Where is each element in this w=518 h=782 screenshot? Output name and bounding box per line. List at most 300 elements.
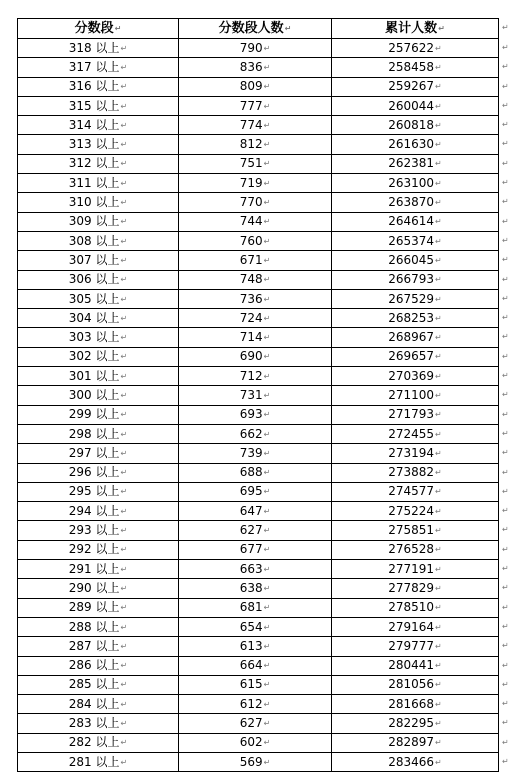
score-range-cell: 296 以上↵ bbox=[18, 463, 179, 482]
score-range-cell: 299 以上↵ bbox=[18, 405, 179, 424]
row-end-mark: ↵ bbox=[502, 582, 509, 592]
row-end-mark: ↵ bbox=[502, 293, 509, 303]
score-range-cell: 295 以上↵ bbox=[18, 482, 179, 501]
cell-end-mark: ↵ bbox=[435, 390, 442, 400]
cell-end-mark: ↵ bbox=[120, 62, 128, 72]
row-end-mark: ↵ bbox=[502, 409, 509, 419]
score-range-cell: 305 以上↵ bbox=[18, 289, 179, 308]
score-range-cell: 281 以上↵ bbox=[18, 752, 179, 771]
table-row bbox=[18, 463, 499, 482]
table-row bbox=[18, 154, 499, 173]
cell-end-mark: ↵ bbox=[435, 641, 442, 651]
score-range-cell: 316 以上↵ bbox=[18, 77, 179, 96]
cell-end-mark: ↵ bbox=[263, 661, 271, 671]
cell-end-mark: ↵ bbox=[120, 448, 128, 458]
cumulative-cell: 263100↵ bbox=[332, 174, 499, 193]
table-row bbox=[18, 193, 499, 212]
count-cell: 714↵ bbox=[179, 328, 332, 347]
score-range-cell: 294 以上↵ bbox=[18, 502, 179, 521]
cell-end-mark: ↵ bbox=[435, 101, 442, 111]
table-row bbox=[18, 733, 499, 752]
table-row bbox=[18, 135, 499, 154]
table-row bbox=[18, 231, 499, 250]
cumulative-cell: 269657↵ bbox=[332, 347, 499, 366]
table-row bbox=[18, 424, 499, 443]
cell-end-mark: ↵ bbox=[263, 255, 271, 265]
cell-end-mark: ↵ bbox=[435, 603, 442, 613]
row-end-mark: ↵ bbox=[502, 23, 509, 32]
cell-end-mark: ↵ bbox=[435, 275, 442, 285]
cumulative-cell: 260818↵ bbox=[332, 116, 499, 135]
count-cell: 647↵ bbox=[179, 502, 332, 521]
cell-end-mark: ↵ bbox=[435, 198, 442, 208]
count-cell: 664↵ bbox=[179, 656, 332, 675]
cell-end-mark: ↵ bbox=[120, 545, 128, 555]
cell-end-mark: ↵ bbox=[263, 410, 271, 420]
cell-end-mark: ↵ bbox=[435, 178, 442, 188]
cell-end-mark: ↵ bbox=[120, 699, 128, 709]
table-row bbox=[18, 656, 499, 675]
cell-end-mark: ↵ bbox=[263, 236, 271, 246]
table-row bbox=[18, 579, 499, 598]
cumulative-cell: 272455↵ bbox=[332, 424, 499, 443]
count-cell: 671↵ bbox=[179, 251, 332, 270]
count-cell: 627↵ bbox=[179, 521, 332, 540]
row-end-mark: ↵ bbox=[502, 756, 509, 766]
count-cell: 695↵ bbox=[179, 482, 332, 501]
count-cell: 615↵ bbox=[179, 675, 332, 694]
cell-end-mark: ↵ bbox=[284, 24, 292, 33]
score-range-cell: 282 以上↵ bbox=[18, 733, 179, 752]
score-range-cell: 297 以上↵ bbox=[18, 444, 179, 463]
cell-end-mark: ↵ bbox=[120, 352, 128, 362]
score-range-cell: 312 以上↵ bbox=[18, 154, 179, 173]
cell-end-mark: ↵ bbox=[435, 429, 442, 439]
cumulative-cell: 273194↵ bbox=[332, 444, 499, 463]
cell-end-mark: ↵ bbox=[263, 140, 271, 150]
table-row bbox=[18, 540, 499, 559]
cumulative-cell: 278510↵ bbox=[332, 598, 499, 617]
cell-end-mark: ↵ bbox=[263, 43, 271, 53]
cell-end-mark: ↵ bbox=[263, 699, 271, 709]
cell-end-mark: ↵ bbox=[263, 159, 271, 169]
row-end-mark: ↵ bbox=[502, 312, 509, 322]
cell-end-mark: ↵ bbox=[435, 448, 442, 458]
cell-end-mark: ↵ bbox=[263, 468, 271, 478]
cell-end-mark: ↵ bbox=[435, 699, 442, 709]
score-range-cell: 317 以上↵ bbox=[18, 58, 179, 77]
count-cell: 693↵ bbox=[179, 405, 332, 424]
cumulative-cell: 266793↵ bbox=[332, 270, 499, 289]
cumulative-cell: 260044↵ bbox=[332, 96, 499, 115]
cell-end-mark: ↵ bbox=[120, 178, 128, 188]
row-end-mark: ↵ bbox=[502, 544, 509, 554]
header-count: 分数段人数↵ bbox=[179, 19, 332, 39]
row-end-mark: ↵ bbox=[502, 505, 509, 515]
score-range-cell: 306 以上↵ bbox=[18, 270, 179, 289]
cumulative-cell: 268967↵ bbox=[332, 328, 499, 347]
cell-end-mark: ↵ bbox=[263, 390, 271, 400]
count-cell: 836↵ bbox=[179, 58, 332, 77]
cell-end-mark: ↵ bbox=[435, 506, 442, 516]
row-end-mark: ↵ bbox=[502, 216, 509, 226]
row-end-mark: ↵ bbox=[502, 331, 509, 341]
count-cell: 690↵ bbox=[179, 347, 332, 366]
cell-end-mark: ↵ bbox=[263, 313, 271, 323]
cell-end-mark: ↵ bbox=[263, 62, 271, 72]
cell-end-mark: ↵ bbox=[435, 294, 442, 304]
table-row bbox=[18, 386, 499, 405]
table-row bbox=[18, 328, 499, 347]
cumulative-cell: 257622↵ bbox=[332, 39, 499, 58]
cumulative-cell: 280441↵ bbox=[332, 656, 499, 675]
table-row bbox=[18, 96, 499, 115]
cell-end-mark: ↵ bbox=[435, 159, 442, 169]
row-end-mark: ↵ bbox=[502, 177, 509, 187]
count-cell: 809↵ bbox=[179, 77, 332, 96]
table-row bbox=[18, 482, 499, 501]
score-range-cell: 287 以上↵ bbox=[18, 637, 179, 656]
cumulative-cell: 277829↵ bbox=[332, 579, 499, 598]
cumulative-cell: 276528↵ bbox=[332, 540, 499, 559]
cell-end-mark: ↵ bbox=[120, 236, 128, 246]
cell-end-mark: ↵ bbox=[120, 198, 128, 208]
cell-end-mark: ↵ bbox=[435, 82, 442, 92]
count-cell: 774↵ bbox=[179, 116, 332, 135]
table-row bbox=[18, 174, 499, 193]
cell-end-mark: ↵ bbox=[263, 120, 271, 130]
cell-end-mark: ↵ bbox=[263, 217, 271, 227]
row-end-mark: ↵ bbox=[502, 428, 509, 438]
row-end-mark: ↵ bbox=[502, 138, 509, 148]
cumulative-cell: 265374↵ bbox=[332, 231, 499, 250]
score-range-cell: 283 以上↵ bbox=[18, 714, 179, 733]
cell-end-mark: ↵ bbox=[263, 178, 271, 188]
score-range-cell: 290 以上↵ bbox=[18, 579, 179, 598]
row-end-mark: ↵ bbox=[502, 621, 509, 631]
cell-end-mark: ↵ bbox=[263, 487, 271, 497]
table-row bbox=[18, 77, 499, 96]
cell-end-mark: ↵ bbox=[435, 333, 442, 343]
cell-end-mark: ↵ bbox=[120, 371, 128, 381]
count-cell: 688↵ bbox=[179, 463, 332, 482]
cumulative-cell: 271100↵ bbox=[332, 386, 499, 405]
count-cell: 724↵ bbox=[179, 309, 332, 328]
row-end-mark: ↵ bbox=[502, 640, 509, 650]
count-cell: 739↵ bbox=[179, 444, 332, 463]
cell-end-mark: ↵ bbox=[263, 371, 271, 381]
score-range-cell: 291 以上↵ bbox=[18, 560, 179, 579]
cell-end-mark: ↵ bbox=[435, 62, 442, 72]
cell-end-mark: ↵ bbox=[435, 371, 442, 381]
cell-end-mark: ↵ bbox=[435, 236, 442, 246]
score-table-container bbox=[17, 18, 509, 772]
row-end-mark: ↵ bbox=[502, 61, 509, 71]
cumulative-cell: 274577↵ bbox=[332, 482, 499, 501]
score-range-cell: 289 以上↵ bbox=[18, 598, 179, 617]
cell-end-mark: ↵ bbox=[263, 583, 271, 593]
table-row bbox=[18, 367, 499, 386]
row-end-mark: ↵ bbox=[502, 737, 509, 747]
cell-end-mark: ↵ bbox=[435, 410, 442, 420]
cell-end-mark: ↵ bbox=[435, 526, 442, 536]
cell-end-mark: ↵ bbox=[435, 661, 442, 671]
cumulative-cell: 263870↵ bbox=[332, 193, 499, 212]
row-end-mark: ↵ bbox=[502, 389, 509, 399]
row-end-mark: ↵ bbox=[502, 447, 509, 457]
row-end-mark: ↵ bbox=[502, 158, 509, 168]
table-row bbox=[18, 695, 499, 714]
table-row bbox=[18, 637, 499, 656]
cell-end-mark: ↵ bbox=[263, 526, 271, 536]
cumulative-cell: 266045↵ bbox=[332, 251, 499, 270]
table-row bbox=[18, 521, 499, 540]
count-cell: 712↵ bbox=[179, 367, 332, 386]
table-body bbox=[18, 39, 499, 772]
row-end-mark: ↵ bbox=[502, 698, 509, 708]
cell-end-mark: ↵ bbox=[120, 313, 128, 323]
score-range-cell: 300 以上↵ bbox=[18, 386, 179, 405]
cell-end-mark: ↵ bbox=[120, 583, 128, 593]
cell-end-mark: ↵ bbox=[120, 217, 128, 227]
count-cell: 760↵ bbox=[179, 231, 332, 250]
cell-end-mark: ↵ bbox=[435, 757, 442, 767]
cell-end-mark: ↵ bbox=[120, 603, 128, 613]
count-cell: 731↵ bbox=[179, 386, 332, 405]
count-cell: 751↵ bbox=[179, 154, 332, 173]
count-cell: 744↵ bbox=[179, 212, 332, 231]
table-row bbox=[18, 502, 499, 521]
cumulative-cell: 275224↵ bbox=[332, 502, 499, 521]
cell-end-mark: ↵ bbox=[120, 275, 128, 285]
cell-end-mark: ↵ bbox=[120, 120, 128, 130]
cumulative-cell: 261630↵ bbox=[332, 135, 499, 154]
header-cumulative: 累计人数↵ bbox=[332, 19, 499, 39]
row-end-mark: ↵ bbox=[502, 42, 509, 52]
cell-end-mark: ↵ bbox=[435, 140, 442, 150]
row-end-mark: ↵ bbox=[502, 602, 509, 612]
cell-end-mark: ↵ bbox=[120, 159, 128, 169]
cell-end-mark: ↵ bbox=[435, 622, 442, 632]
score-range-cell: 308 以上↵ bbox=[18, 231, 179, 250]
table-row bbox=[18, 309, 499, 328]
cell-end-mark: ↵ bbox=[263, 622, 271, 632]
cell-end-mark: ↵ bbox=[263, 719, 271, 729]
cell-end-mark: ↵ bbox=[435, 545, 442, 555]
cumulative-cell: 273882↵ bbox=[332, 463, 499, 482]
cell-end-mark: ↵ bbox=[120, 526, 128, 536]
cell-end-mark: ↵ bbox=[120, 564, 128, 574]
score-range-cell: 309 以上↵ bbox=[18, 212, 179, 231]
header-score-range: 分数段↵ bbox=[18, 19, 179, 39]
cumulative-cell: 267529↵ bbox=[332, 289, 499, 308]
cell-end-mark: ↵ bbox=[120, 140, 128, 150]
score-range-cell: 284 以上↵ bbox=[18, 695, 179, 714]
score-range-cell: 286 以上↵ bbox=[18, 656, 179, 675]
score-range-cell: 314 以上↵ bbox=[18, 116, 179, 135]
cell-end-mark: ↵ bbox=[263, 564, 271, 574]
cell-end-mark: ↵ bbox=[435, 313, 442, 323]
score-range-cell: 311 以上↵ bbox=[18, 174, 179, 193]
row-end-mark: ↵ bbox=[502, 274, 509, 284]
table-row bbox=[18, 270, 499, 289]
count-cell: 681↵ bbox=[179, 598, 332, 617]
header-row bbox=[18, 19, 499, 39]
cumulative-cell: 279777↵ bbox=[332, 637, 499, 656]
table-row bbox=[18, 617, 499, 636]
cumulative-cell: 283466↵ bbox=[332, 752, 499, 771]
cell-end-mark: ↵ bbox=[435, 738, 442, 748]
cell-end-mark: ↵ bbox=[120, 390, 128, 400]
row-end-mark: ↵ bbox=[502, 660, 509, 670]
cumulative-cell: 281668↵ bbox=[332, 695, 499, 714]
table-row bbox=[18, 714, 499, 733]
cell-end-mark: ↵ bbox=[263, 545, 271, 555]
cell-end-mark: ↵ bbox=[120, 333, 128, 343]
count-cell: 812↵ bbox=[179, 135, 332, 154]
row-end-mark: ↵ bbox=[502, 351, 509, 361]
cell-end-mark: ↵ bbox=[120, 255, 128, 265]
cumulative-cell: 262381↵ bbox=[332, 154, 499, 173]
cell-end-mark: ↵ bbox=[435, 255, 442, 265]
count-cell: 662↵ bbox=[179, 424, 332, 443]
cell-end-mark: ↵ bbox=[120, 757, 128, 767]
table-row bbox=[18, 116, 499, 135]
table-row bbox=[18, 752, 499, 771]
score-range-cell: 313 以上↵ bbox=[18, 135, 179, 154]
cell-end-mark: ↵ bbox=[120, 719, 128, 729]
cell-end-mark: ↵ bbox=[120, 661, 128, 671]
count-cell: 627↵ bbox=[179, 714, 332, 733]
cell-end-mark: ↵ bbox=[435, 120, 442, 130]
cell-end-mark: ↵ bbox=[120, 101, 128, 111]
cell-end-mark: ↵ bbox=[263, 429, 271, 439]
row-end-mark: ↵ bbox=[502, 524, 509, 534]
cell-end-mark: ↵ bbox=[263, 198, 271, 208]
cell-end-mark: ↵ bbox=[120, 738, 128, 748]
cell-end-mark: ↵ bbox=[263, 82, 271, 92]
cell-end-mark: ↵ bbox=[263, 101, 271, 111]
table-row bbox=[18, 405, 499, 424]
row-end-mark: ↵ bbox=[502, 235, 509, 245]
count-cell: 790↵ bbox=[179, 39, 332, 58]
score-distribution-table bbox=[17, 18, 499, 772]
table-row bbox=[18, 598, 499, 617]
cell-end-mark: ↵ bbox=[263, 680, 271, 690]
score-range-cell: 301 以上↵ bbox=[18, 367, 179, 386]
score-range-cell: 315 以上↵ bbox=[18, 96, 179, 115]
count-cell: 602↵ bbox=[179, 733, 332, 752]
cell-end-mark: ↵ bbox=[263, 757, 271, 767]
cell-end-mark: ↵ bbox=[263, 448, 271, 458]
cell-end-mark: ↵ bbox=[435, 468, 442, 478]
cumulative-cell: 264614↵ bbox=[332, 212, 499, 231]
cell-end-mark: ↵ bbox=[114, 24, 122, 33]
score-range-cell: 318 以上↵ bbox=[18, 39, 179, 58]
count-cell: 654↵ bbox=[179, 617, 332, 636]
cell-end-mark: ↵ bbox=[435, 352, 442, 362]
row-end-mark: ↵ bbox=[502, 119, 509, 129]
row-end-mark: ↵ bbox=[502, 196, 509, 206]
cell-end-mark: ↵ bbox=[435, 487, 442, 497]
score-range-cell: 304 以上↵ bbox=[18, 309, 179, 328]
cell-end-mark: ↵ bbox=[120, 410, 128, 420]
cumulative-cell: 275851↵ bbox=[332, 521, 499, 540]
cumulative-cell: 268253↵ bbox=[332, 309, 499, 328]
cell-end-mark: ↵ bbox=[120, 82, 128, 92]
row-end-mark: ↵ bbox=[502, 81, 509, 91]
score-range-cell: 292 以上↵ bbox=[18, 540, 179, 559]
cell-end-mark: ↵ bbox=[435, 217, 442, 227]
table-row bbox=[18, 347, 499, 366]
cell-end-mark: ↵ bbox=[263, 275, 271, 285]
cumulative-cell: 282897↵ bbox=[332, 733, 499, 752]
count-cell: 569↵ bbox=[179, 752, 332, 771]
count-cell: 777↵ bbox=[179, 96, 332, 115]
score-range-cell: 288 以上↵ bbox=[18, 617, 179, 636]
row-end-mark: ↵ bbox=[502, 563, 509, 573]
cumulative-cell: 270369↵ bbox=[332, 367, 499, 386]
count-cell: 736↵ bbox=[179, 289, 332, 308]
score-range-cell: 302 以上↵ bbox=[18, 347, 179, 366]
count-cell: 770↵ bbox=[179, 193, 332, 212]
cumulative-cell: 271793↵ bbox=[332, 405, 499, 424]
cell-end-mark: ↵ bbox=[263, 641, 271, 651]
cell-end-mark: ↵ bbox=[263, 506, 271, 516]
count-cell: 677↵ bbox=[179, 540, 332, 559]
cell-end-mark: ↵ bbox=[263, 294, 271, 304]
cell-end-mark: ↵ bbox=[120, 43, 128, 53]
count-cell: 638↵ bbox=[179, 579, 332, 598]
row-end-mark: ↵ bbox=[502, 486, 509, 496]
cell-end-mark: ↵ bbox=[435, 583, 442, 593]
cell-end-mark: ↵ bbox=[435, 564, 442, 574]
score-range-cell: 303 以上↵ bbox=[18, 328, 179, 347]
table-row bbox=[18, 212, 499, 231]
row-end-mark: ↵ bbox=[502, 679, 509, 689]
count-cell: 748↵ bbox=[179, 270, 332, 289]
score-range-cell: 298 以上↵ bbox=[18, 424, 179, 443]
cell-end-mark: ↵ bbox=[263, 603, 271, 613]
cell-end-mark: ↵ bbox=[120, 294, 128, 304]
cumulative-cell: 277191↵ bbox=[332, 560, 499, 579]
cell-end-mark: ↵ bbox=[120, 487, 128, 497]
count-cell: 613↵ bbox=[179, 637, 332, 656]
cell-end-mark: ↵ bbox=[263, 738, 271, 748]
cell-end-mark: ↵ bbox=[120, 622, 128, 632]
cell-end-mark: ↵ bbox=[120, 641, 128, 651]
table-row bbox=[18, 58, 499, 77]
row-end-mark: ↵ bbox=[502, 100, 509, 110]
count-cell: 719↵ bbox=[179, 174, 332, 193]
score-range-cell: 293 以上↵ bbox=[18, 521, 179, 540]
score-range-cell: 307 以上↵ bbox=[18, 251, 179, 270]
table-row bbox=[18, 560, 499, 579]
cell-end-mark: ↵ bbox=[120, 506, 128, 516]
score-range-cell: 285 以上↵ bbox=[18, 675, 179, 694]
table-row bbox=[18, 675, 499, 694]
row-end-mark: ↵ bbox=[502, 370, 509, 380]
table-header bbox=[18, 19, 499, 39]
table-row bbox=[18, 444, 499, 463]
cell-end-mark: ↵ bbox=[120, 429, 128, 439]
cumulative-cell: 281056↵ bbox=[332, 675, 499, 694]
row-end-mark: ↵ bbox=[502, 254, 509, 264]
cell-end-mark: ↵ bbox=[263, 352, 271, 362]
score-range-cell: 310 以上↵ bbox=[18, 193, 179, 212]
cumulative-cell: 258458↵ bbox=[332, 58, 499, 77]
cumulative-cell: 259267↵ bbox=[332, 77, 499, 96]
